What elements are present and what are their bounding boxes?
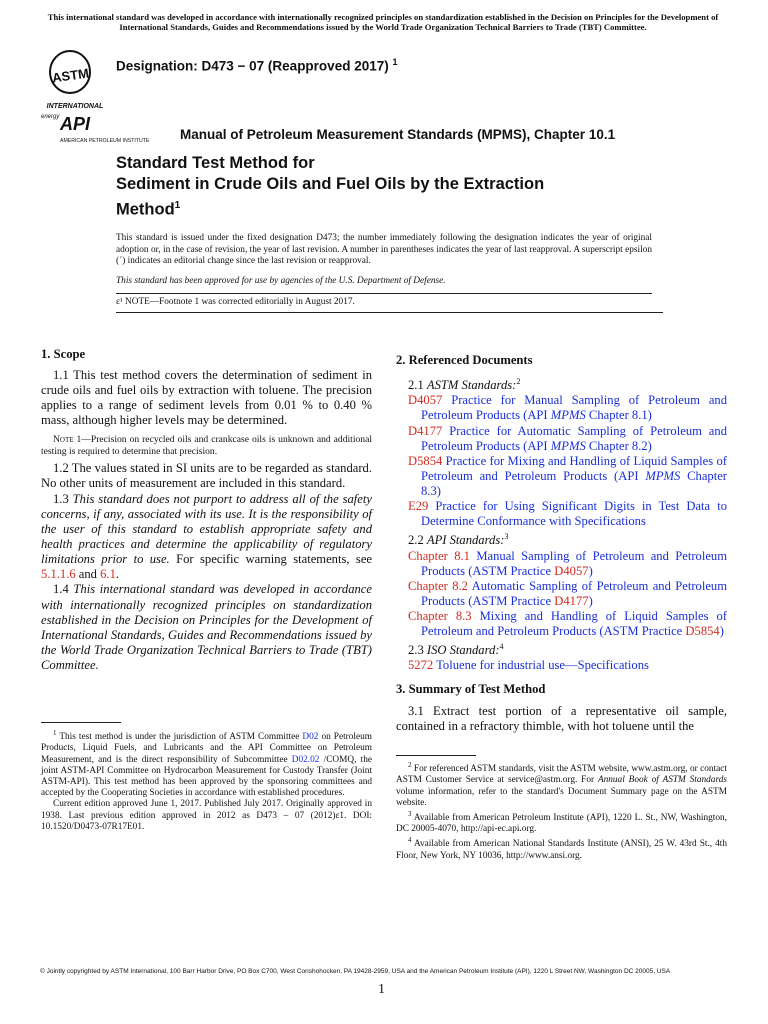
link-6-1[interactable]: 6.1 — [100, 567, 116, 582]
note-1: Note 1—Precision on recycled oils and crankcase oils is unknown and additional testing is required to determine that precision. — [41, 434, 372, 458]
dod-statement: This standard has been approved for use by agencies of the U.S. Department of Defense. — [116, 276, 446, 286]
divider — [116, 293, 652, 294]
right-footnotes — [396, 755, 727, 862]
ref-e29: E29 Practice for Using Significant Digits in Test Data to Determine Conformance with Specifications — [408, 499, 727, 529]
right-column — [396, 353, 727, 734]
manual-chapter: Manual of Petroleum Measurement Standards (MPMS), Chapter 10.1 — [180, 127, 616, 142]
ref-d4057: D4057 Practice for Manual Sampling of Petroleum and Petroleum Products (API MPMS Chapter 8.1) — [408, 393, 727, 423]
paragraph-1-2: 1.2 The values stated in SI units are to be regarded as standard. No other units of measurement are included in this standard. — [41, 460, 372, 490]
paragraph-3-1: 3.1 Extract test portion of a representative oil sample, contained in a refractory thimble, with hot toluene until the — [396, 703, 727, 733]
paragraph-1-4: 1.4 This international standard was developed in accordance with internationally recognized principles on standardization established in the Decision on Principles for the Development of International Standards, Guides and Recommendations issued by the World Trade Organization Technical Barriers to Trade (TBT) Committee. — [41, 582, 372, 672]
link-chapter-8-3[interactable]: Chapter 8.3 — [408, 608, 472, 623]
designation-sup: 1 — [392, 57, 398, 67]
footnote-rule — [41, 722, 121, 723]
divider — [116, 312, 663, 313]
api-logo-text: API — [60, 114, 91, 134]
footnote-2: $^2$ For referenced ASTM standards, visit the ASTM website, www.astm.org, or contact ASTM Customer Service at service@astm.org. For Annual Book of ASTM Standards volume information, refer to the standard's Document Summary page on the ASTM website. — [396, 761, 727, 808]
ref-chapter-8-3: Chapter 8.3 Mixing and Handling of Liquid Samples of Petroleum and Petroleum Products (ASTM Practice D5854) — [408, 608, 727, 638]
footnote-3: $^3$ Available from American Petroleum Institute (API), 1220 L. St., NW, Washington, DC 20005-4070, http://api-ec.api.org. — [396, 809, 727, 835]
ref-iso-5272: 5272 Toluene for industrial use—Specifications — [408, 658, 649, 673]
designation: Designation: D473 − 07 (Reapproved 2017) $^1$ — [116, 57, 398, 74]
footnote-1: $^1$ This test method is under the jurisdiction of ASTM Committee D02 on Petroleum Products, Liquid Fuels, and Lubricants and the API Committee on Petroleum Measurement, and is the direct responsibility of Subcommittee D02.02 /COMQ, the joint ASTM-API Committee on Hydrocarbon Measurement for Custody Transfer (Joint ASTM-API). This test method has been approved by the sponsoring committees and accepted by the Cooperating Societies in accordance with established procedures. — [41, 729, 372, 799]
link-d4057[interactable]: D4057 — [408, 393, 443, 408]
link-d02-02[interactable]: D02.02 — [291, 754, 320, 765]
paragraph-1-1: 1.1 This test method covers the determination of sediment in crude oils and fuel oils by extraction with toluene. The precision applies to a range of sediment levels from 0.01 % to 0.40 % mass, although higher levels may be determined. — [41, 368, 372, 428]
subsection-api-standards: 2.2 API Standards:$^3$ — [408, 532, 509, 548]
ref-d4177: D4177 Practice for Automatic Sampling of Petroleum and Petroleum Products (API MPMS Chapter 8.2) — [408, 423, 727, 453]
paragraph-1-3: 1.3 This standard does not purport to address all of the safety concerns, if any, associated with its use. It is the responsibility of the user of this standard to establish appropriate safety and health practices and determine the applicability of regulatory limitations prior to use. For specific warning statements, see 5.1.1.6 and 6.1. — [41, 491, 372, 582]
document-title: Standard Test Method for Sediment in Crude Oils and Fuel Oils by the Extraction Method$^1$ — [116, 154, 545, 219]
left-footnotes — [41, 722, 372, 833]
international-logo-text: INTERNATIONAL — [46, 103, 104, 110]
ref-chapter-8-1: Chapter 8.1 Manual Sampling of Petroleum and Petroleum Products (ASTM Practice D4057) — [408, 548, 728, 578]
section-heading-scope: 1. Scope — [41, 347, 86, 361]
astm-logo-text: ASTM — [51, 65, 90, 86]
left-column — [41, 347, 372, 673]
footnote-1-edition: Current edition approved June 1, 2017. Published July 2017. Originally approved in 1938. Last previous edition approved in 2012 as D473 – 07 (2012)ε1. DOI: 10.1520/D0473-07R17E01. — [41, 799, 372, 832]
link-iso-5272[interactable]: 5272 — [408, 658, 434, 673]
copyright-line: © Jointly copyrighted by ASTM International, 100 Barr Harbor Drive, PO Box C700, West Conshohocken, PA 19428-2959, USA and the American Petroleum Institute (API), 1220 L Street NW, Washington DC 20005, USA — [40, 968, 671, 975]
link-5-1-1-6[interactable]: 5.1.1.6 — [41, 567, 76, 582]
section-heading-summary: 3. Summary of Test Method — [396, 682, 546, 697]
link-chapter-8-1[interactable]: Chapter 8.1 — [408, 548, 470, 563]
epsilon-note: ε¹ NOTE—Footnote 1 was corrected editorially in August 2017. — [116, 297, 355, 307]
link-chapter-8-2[interactable]: Chapter 8.2 — [408, 578, 468, 593]
page-number: 1 — [378, 982, 385, 997]
link-d4177[interactable]: D4177 — [408, 423, 443, 438]
tbt-notice: This international standard was developed in accordance with internationally recognized principles on standardization established in the Decision on Principles for the Development of International Standards, Guides and Recommendations issued by the World Trade Organization Technical Barriers to Trade (TBT) Committee. — [47, 12, 719, 32]
link-d5854[interactable]: D5854 — [408, 453, 443, 468]
energy-logo-text: energy — [41, 114, 60, 120]
footnote-4: $^4$ Available from American National Standards Institute (ANSI), 25 W. 43rd St., 4th Floor, New York, NY 10036, http://www.ansi.org. — [396, 836, 727, 861]
link-e29[interactable]: E29 — [408, 499, 429, 514]
ref-chapter-8-2: Chapter 8.2 Automatic Sampling of Petroleum and Petroleum Products (ASTM Practice D4177) — [408, 578, 727, 608]
title-sup: 1 — [174, 200, 181, 211]
link-d02[interactable]: D02 — [302, 732, 319, 743]
subsection-iso-standard: 2.3 ISO Standard:$^4$ — [408, 642, 504, 658]
footnote-rule — [396, 755, 476, 756]
section-heading-referenced-documents: 2. Referenced Documents — [396, 353, 533, 367]
api-full-name-text: AMERICAN PETROLEUM INSTITUTE — [60, 138, 150, 144]
subsection-astm-standards: 2.1 ASTM Standards:$^2$ — [408, 377, 521, 393]
ref-d5854: D5854 Practice for Mixing and Handling of Liquid Samples of Petroleum and Petroleum Products (API MPMS Chapter 8.3) — [408, 453, 727, 498]
issuance-statement: This standard is issued under the fixed designation D473; the number immediately following the designation indicates the year of original adoption or, in the case of revision, the year of last revision. A number in parentheses indicates the year of last reapproval. A superscript epsilon (´) indicates an editorial change since the last revision or reapproval. — [116, 233, 652, 267]
